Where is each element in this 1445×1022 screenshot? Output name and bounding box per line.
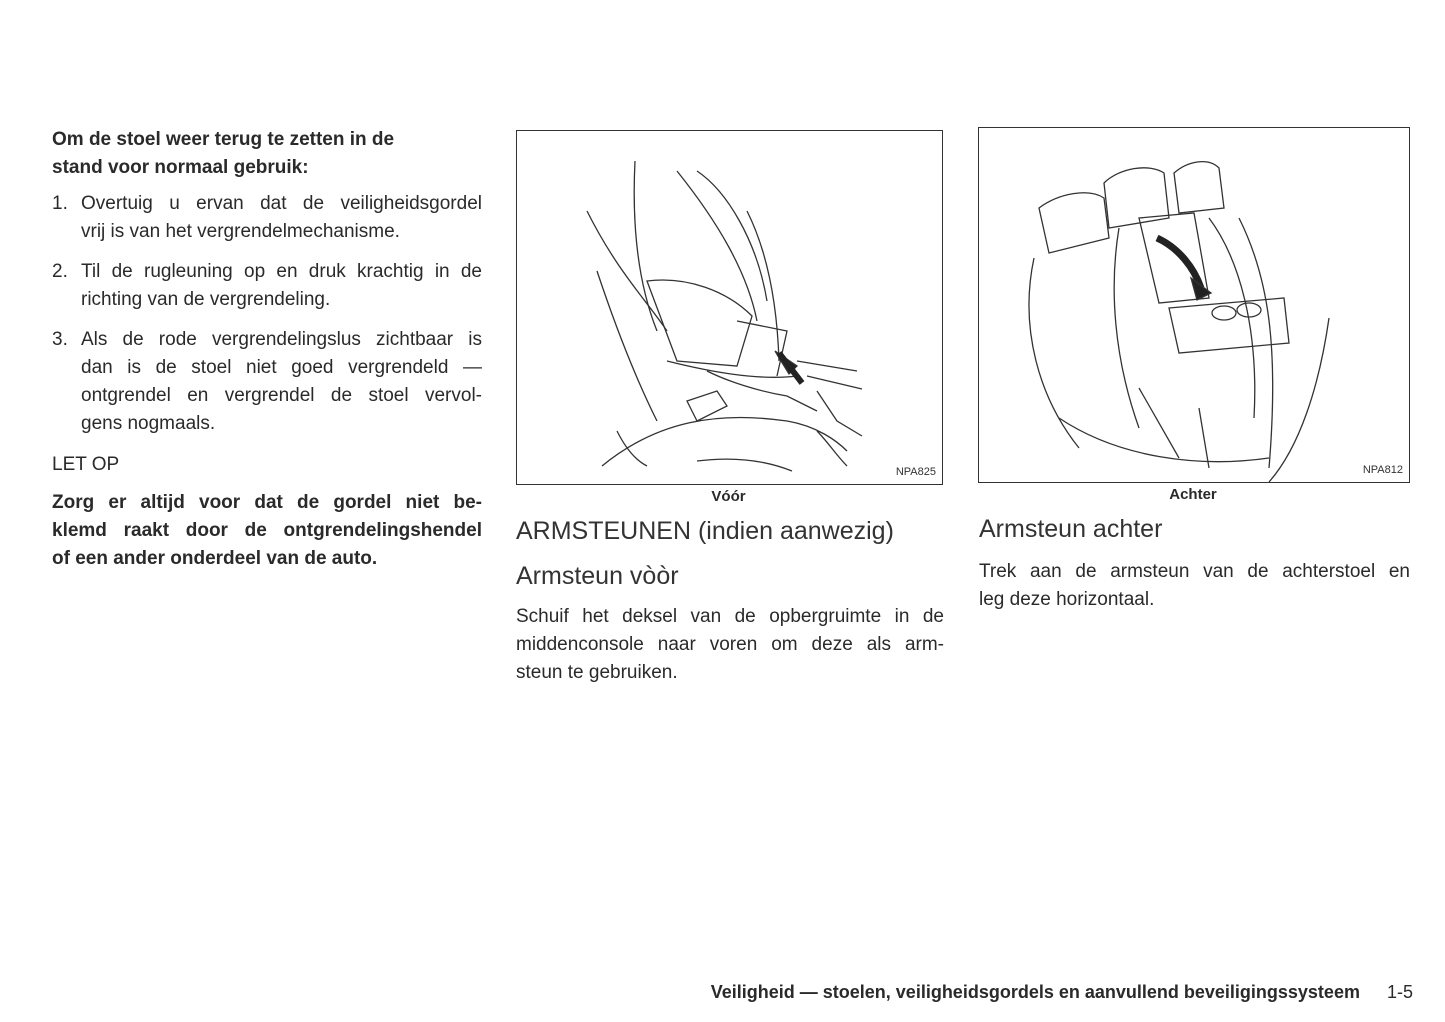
text-line: leg deze horizontaal. bbox=[979, 589, 1155, 610]
caution-line: of een ander onderdeel van de auto. bbox=[52, 548, 378, 569]
armrests-heading: ARMSTEUNEN (indien aanwezig) bbox=[516, 517, 894, 545]
text-line: Trek aan de armsteun van de achterstoel en bbox=[979, 561, 1410, 582]
rear-armrest-subheading: Armsteun achter bbox=[979, 515, 1163, 543]
caution-text bbox=[52, 489, 482, 573]
figure-rear-armrest bbox=[978, 127, 1410, 483]
step-number: 2. bbox=[52, 261, 68, 282]
step-line: Til de rugleuning op en druk krachtig in de bbox=[81, 261, 482, 282]
step-line: dan is de stoel niet goed vergrendeld — bbox=[81, 357, 482, 378]
section-title bbox=[52, 126, 482, 182]
caution-line: Zorg er altijd voor dat de gordel niet be- bbox=[52, 492, 482, 513]
figure-caption: Achter bbox=[1169, 486, 1217, 503]
text-line: Schuif het deksel van de opbergruimte in de bbox=[516, 606, 944, 627]
title-line: Om de stoel weer terug te zetten in de bbox=[52, 129, 395, 150]
rear-armrest-illustration bbox=[979, 128, 1409, 482]
page-number: 1-5 bbox=[1386, 982, 1413, 1002]
front-armrest-illustration bbox=[517, 131, 942, 484]
step-line: richting van de vergrendeling. bbox=[81, 289, 331, 310]
step-line: ontgrendel en vergrendel de stoel vervol- bbox=[81, 385, 482, 406]
figure-code: NPA812 bbox=[1362, 464, 1403, 476]
text-line: middenconsole naar voren om deze als arm- bbox=[516, 634, 944, 655]
step-line: gens nogmaals. bbox=[81, 413, 216, 434]
page-footer bbox=[711, 982, 1413, 1003]
caution-heading: LET OP bbox=[52, 454, 120, 475]
figure-caption: Vóór bbox=[711, 488, 746, 505]
step-line: Als de rode vergrendelingslus zichtbaar is bbox=[81, 329, 482, 350]
title-line: stand voor normaal gebruik: bbox=[52, 157, 309, 178]
figure-code: NPA825 bbox=[895, 466, 936, 478]
caution-line: klemd raakt door de ontgrendelingshendel bbox=[52, 520, 482, 541]
front-armrest-subheading: Armsteun vòòr bbox=[516, 562, 679, 590]
step-line: Overtuig u ervan dat de veiligheidsgordel bbox=[81, 193, 482, 214]
step-2 bbox=[52, 258, 482, 314]
step-number: 3. bbox=[52, 329, 68, 350]
footer-section-title: Veiligheid — stoelen, veiligheidsgordels en aanvullend beveiligingssysteem bbox=[710, 982, 1360, 1002]
rear-armrest-text bbox=[979, 558, 1410, 614]
step-number: 1. bbox=[52, 193, 68, 214]
step-1 bbox=[52, 190, 482, 246]
text-line: steun te gebruiken. bbox=[516, 662, 678, 683]
front-armrest-text bbox=[516, 603, 944, 687]
figure-front-armrest bbox=[516, 130, 943, 485]
step-3 bbox=[52, 326, 482, 438]
step-line: vrij is van het vergrendelmechanisme. bbox=[81, 221, 400, 242]
